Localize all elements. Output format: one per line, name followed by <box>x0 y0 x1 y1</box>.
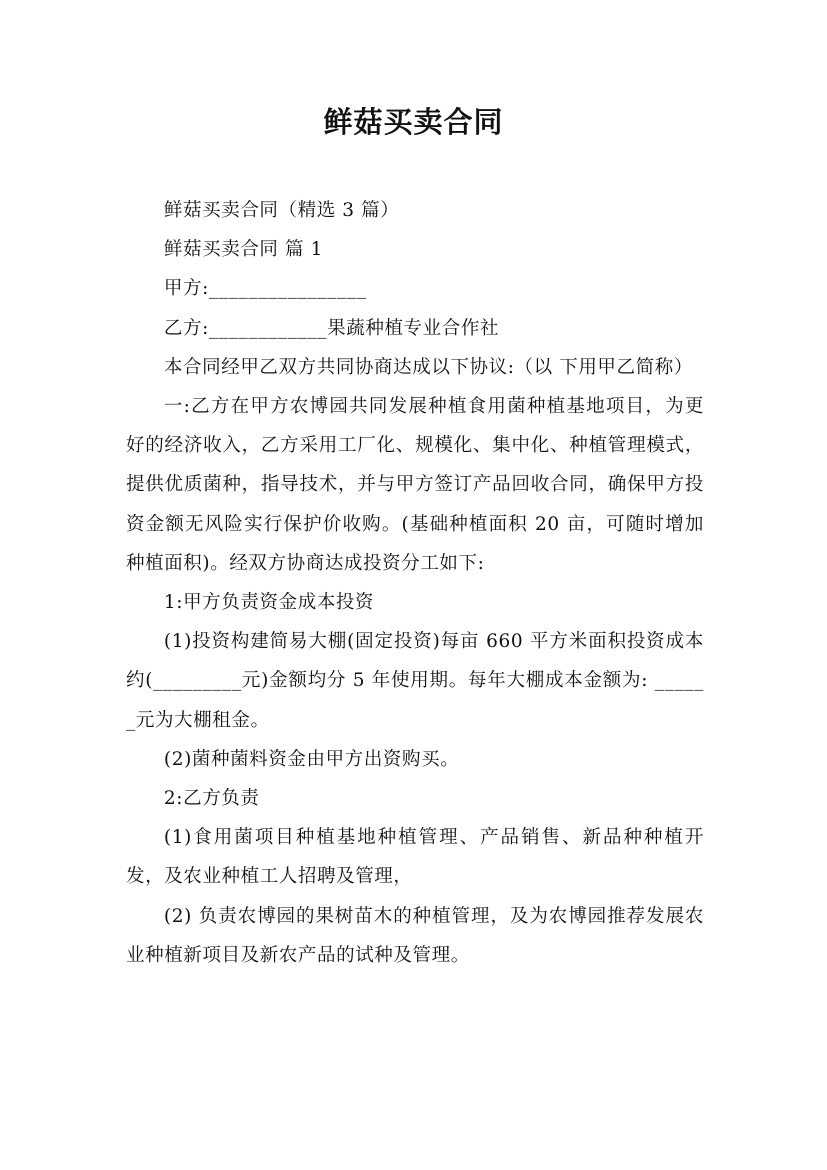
paragraph-clause-1: 一:乙方在甲方农博园共同发展种植食用菌种植基地项目，为更好的经济收入，乙方采用工厂化、规模化、集中化、种植管理模式，提供优质菌种，指导技术，并与甲方签订产品回收合同，确保甲方投资金额无风险实行保护价收购。(基础种植面积 20 亩，可随时增加种植面积)。经双方协商达成投资分工如下: <box>126 396 704 574</box>
paragraph-intro: 本合同经甲乙双方共同协商达成以下协议:（以 下用甲乙简称） <box>163 356 693 378</box>
paragraph-party-a-item-2: (2)菌种菌料资金由甲方出资购买。 <box>163 748 460 770</box>
document-title: 鲜菇买卖合同 <box>323 105 504 139</box>
paragraph-party-a: 甲方:________________ <box>163 278 367 300</box>
paragraph-subtitle: 鲜菇买卖合同（精选 3 篇） <box>163 200 400 221</box>
paragraph-party-b: 乙方:____________果蔬种植专业合作社 <box>163 317 500 339</box>
paragraph-section-heading: 鲜菇买卖合同 篇 1 <box>163 239 323 261</box>
document-body <box>126 191 704 975</box>
paragraph-party-b-item-2: (2) 负责农博园的果树苗木的种植管理，及为农博园推荐发展农业种植新项目及新农产品的试种及管理。 <box>126 905 704 966</box>
paragraph-party-b-duty: 2:乙方负责 <box>163 788 260 810</box>
paragraph-party-a-item-1: (1)投资构建简易大棚(固定投资)每亩 660 平方米面积投资成本约(_________元)金额均分 5 年使用期。每年大棚成本金额为: ______元为大棚租金。 <box>126 631 704 731</box>
paragraph-party-b-item-1: (1)食用菌项目种植基地种植管理、产品销售、新品种种植开发，及农业种植工人招聘及管理， <box>126 827 704 888</box>
paragraph-party-a-duty: 1:甲方负责资金成本投资 <box>163 592 375 614</box>
